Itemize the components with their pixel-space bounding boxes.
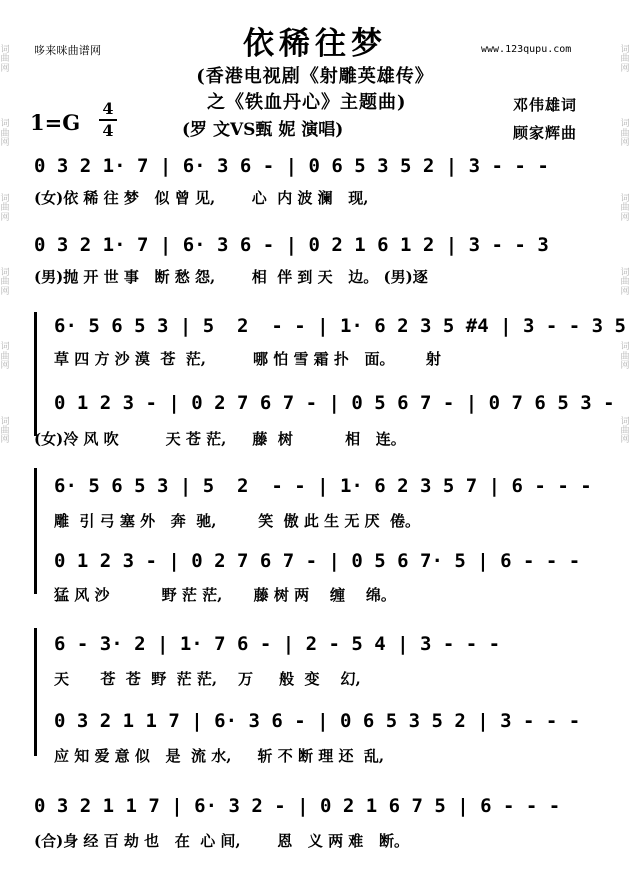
lyrics-row-2: (男)抛 开 世 事 断 愁 怨, 相 伴 到 天 边。 (男)逐 <box>34 268 428 286</box>
notation-row-1: 0 3 2 1· 7 | 6· 3 6 - | 0 6 5 3 5 2 | 3 - - - <box>34 155 549 177</box>
notation-row-6: 0 3 2 1 1 7 | 6· 3 2 - | 0 2 1 6 7 5 | 6 - - - <box>34 795 561 817</box>
edge-word: 词曲网 <box>0 45 10 74</box>
notation-row-3b: 0 1 2 3 - | 0 2 7 6 7 - | 0 5 6 7 - | 0 7 6 5 3 - <box>54 392 615 414</box>
edge-word: 词曲网 <box>620 45 630 74</box>
time-top: 4 <box>102 99 114 118</box>
lyricist: 邓伟雄词 <box>513 96 578 114</box>
right-edge-watermark <box>620 0 630 878</box>
edge-word: 词曲网 <box>620 342 630 372</box>
site-url: www.123qupu.com <box>481 44 572 55</box>
edge-word: 词曲网 <box>0 119 10 149</box>
lyrics-row-4b: 猛 风 沙 野 茫 茫, 藤 树 两 缠 绵。 <box>54 586 396 604</box>
lyrics-row-3b: (女)冷 风 吹 天 苍 茫, 藤 树 相 连。 <box>34 430 406 448</box>
edge-word: 词曲网 <box>0 267 10 297</box>
system-brace <box>34 628 42 756</box>
notation-row-5b: 0 3 2 1 1 7 | 6· 3 6 - | 0 6 5 3 5 2 | 3 - - - <box>54 710 581 732</box>
edge-word: 词曲网 <box>620 416 630 446</box>
notation-row-5a: 6 - 3· 2 | 1· 7 6 - | 2 - 5 4 | 3 - - - <box>54 633 501 655</box>
lyrics-row-4a: 雕 引 弓 塞 外 奔 驰, 笑 傲 此 生 无 厌 倦。 <box>54 512 421 530</box>
system-brace <box>34 468 42 594</box>
system-brace <box>34 312 42 436</box>
edge-word: 词曲网 <box>620 193 630 223</box>
notation-row-4a: 6· 5 6 5 3 | 5 2 - - | 1· 6 2 3 5 7 | 6 - - - <box>54 475 592 497</box>
edge-word: 词曲网 <box>0 342 10 372</box>
site-name: 哆来咪曲谱网 <box>34 44 102 57</box>
notation-row-3a: 6· 5 6 5 3 | 5 2 - - | 1· 6 2 3 5 #4 | 3 - - 3 5 <box>54 315 626 337</box>
time-signature <box>96 99 120 141</box>
time-bottom: 4 <box>102 121 114 140</box>
key-signature: 1=G <box>30 110 81 135</box>
singers: (罗 文VS甄 妮 演唱) <box>182 120 344 140</box>
lyrics-row-3a: 草 四 方 沙 漠 苍 茫, 哪 怕 雪 霜 扑 面。 射 <box>54 350 441 368</box>
lyrics-row-1: (女)依 稀 往 梦 似 曾 见, 心 内 波 澜 现, <box>34 189 369 207</box>
song-subtitle-2: 之《铁血丹心》主题曲) <box>207 92 407 113</box>
edge-word: 词曲网 <box>620 267 630 297</box>
song-title: 依稀往梦 <box>243 26 387 62</box>
notation-row-2: 0 3 2 1· 7 | 6· 3 6 - | 0 2 1 6 1 2 | 3 - - 3 <box>34 234 549 256</box>
lyrics-row-5a: 天 苍 苍 野 茫 茫, 万 般 变 幻, <box>54 670 361 688</box>
left-edge-watermark <box>0 0 10 878</box>
notation-row-4b: 0 1 2 3 - | 0 2 7 6 7 - | 0 5 6 7· 5 | 6 - - - <box>54 550 581 572</box>
edge-word: 词曲网 <box>0 193 10 223</box>
lyrics-row-6: (合)身 经 百 劫 也 在 心 间, 恩 义 两 难 断。 <box>34 832 409 850</box>
edge-word: 词曲网 <box>0 416 10 446</box>
song-subtitle: (香港电视剧《射雕英雄传》 <box>196 66 434 87</box>
edge-word: 词曲网 <box>620 119 630 149</box>
lyrics-row-5b: 应 知 爱 意 似 是 流 水, 斩 不 断 理 还 乱, <box>54 747 385 765</box>
composer: 顾家辉曲 <box>513 124 578 142</box>
